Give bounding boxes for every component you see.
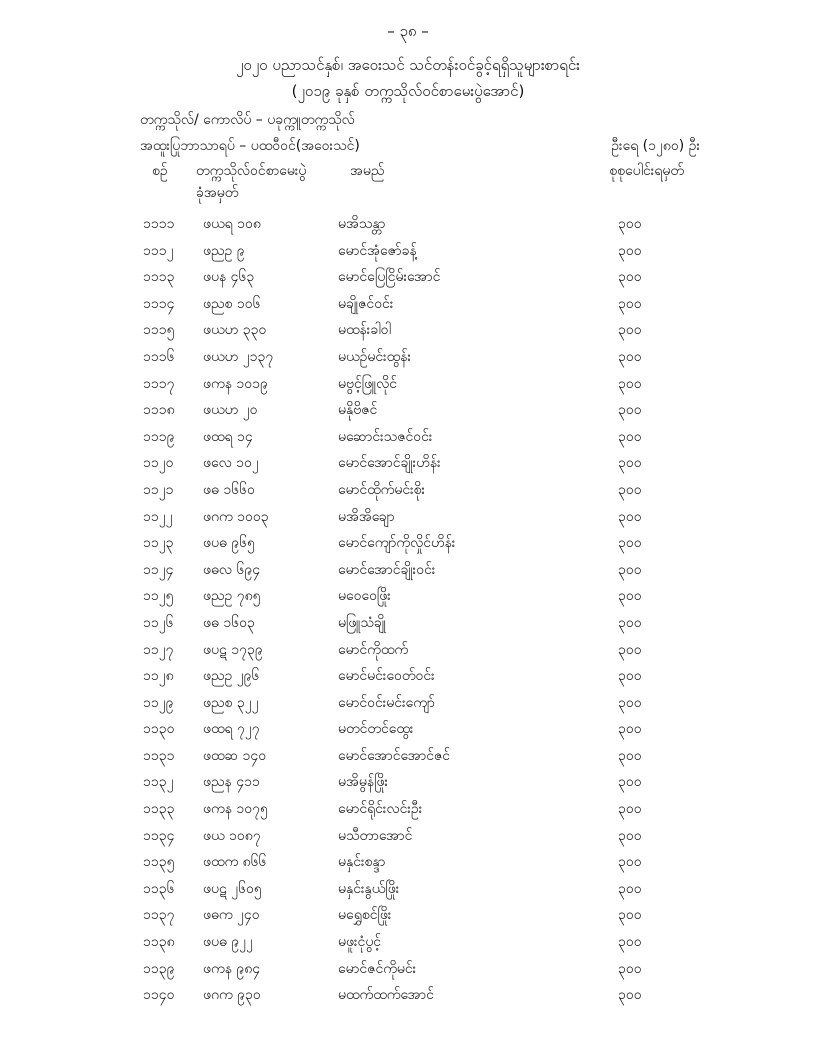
student-name-cell: မထက်ထက်အောင်	[338, 987, 434, 1004]
total-marks-cell: ၃၀၀	[618, 348, 642, 365]
student-name-cell: မောင်အောင်အောင်ဇင်	[338, 747, 451, 764]
total-marks-cell: ၃၀၀	[618, 322, 642, 339]
serial-number-cell: ၁၁၁၉	[143, 428, 175, 445]
total-marks-cell: ၃၀၀	[618, 774, 642, 791]
table-row	[0, 263, 816, 290]
roll-number-cell: ဖပဓ ၉၆၅	[203, 535, 255, 552]
serial-number-cell: ၁၁၂၂	[143, 508, 173, 525]
roll-number-cell: ဖဓလ ၆၉၄	[203, 561, 261, 578]
roll-number-cell: ဖကန ၁၀၇၅	[203, 801, 268, 818]
serial-number-cell: ၁၁၃၉	[143, 960, 175, 977]
serial-number-cell: ၁၁၃၄	[143, 827, 175, 844]
student-name-cell: မဖူးငုံပွင့်	[338, 934, 382, 951]
roll-number-cell: ဖဓ ၁၆၀၃	[203, 614, 255, 631]
student-name-cell: မထန်းခါဝါ	[338, 322, 391, 339]
total-marks-cell: ၃၀၀	[618, 295, 642, 312]
student-name-cell: မောင်ဝင်းမင်းကျော်	[338, 694, 435, 711]
student-name-cell: မရွှေစင်ဖြိုး	[338, 907, 392, 924]
student-name-cell: မောင်ဇင်ကိုမင်း	[338, 960, 417, 977]
serial-number-cell: ၁၁၃၁	[143, 747, 175, 764]
student-name-cell: မောင်အောင်ချိုးဝင်း	[338, 561, 436, 578]
total-marks-cell: ၃၀၀	[618, 721, 642, 738]
column-header-roll-number: တက္ကသိုလ်ဝင်စာမေးပွဲ ခုံအမှတ်	[196, 163, 307, 201]
total-marks-cell: ၃၀၀	[618, 987, 642, 1004]
serial-number-cell: ၁၁၃၀	[143, 721, 175, 738]
student-name-cell: မဗွင့်ဖြူလိုင်	[338, 375, 398, 392]
serial-number-cell: ၁၁၁၃	[143, 269, 175, 286]
serial-number-cell: ၁၁၂၁	[143, 481, 174, 498]
column-header-serial: စဉ်	[152, 163, 168, 179]
student-name-cell: မနိုဗိဇင်	[338, 402, 378, 419]
total-marks-cell: ၃၀၀	[618, 242, 642, 259]
serial-number-cell: ၁၁၂၃	[143, 535, 174, 552]
serial-number-cell: ၁၁၂၆	[143, 614, 174, 631]
total-marks-cell: ၃၀၀	[618, 827, 642, 844]
total-marks-cell: ၃၀၀	[618, 588, 642, 605]
student-name-cell: မောင်မင်းဝေတ်ဝင်း	[338, 668, 435, 685]
roll-number-cell: ဖဓက ၂၄၀	[203, 907, 260, 924]
table-row	[0, 237, 816, 264]
serial-number-cell: ၁၁၁၁	[143, 216, 175, 232]
student-list	[0, 210, 816, 1008]
total-marks-cell: ၃၀၀	[618, 668, 642, 685]
total-marks-cell: ၃၀၀	[618, 907, 642, 924]
total-marks-cell: ၃၀၀	[618, 561, 642, 578]
total-marks-cell: ၃၀၀	[618, 216, 642, 232]
roll-number-cell: ဖယ ၁၀၈၇	[203, 827, 261, 844]
total-marks-cell: ၃၀၀	[618, 375, 642, 392]
total-marks-cell: ၃၀၀	[618, 747, 642, 764]
roll-number-cell: ဖထဆ ၁၄၀	[203, 747, 267, 764]
serial-number-cell: ၁၁၂၈	[143, 668, 174, 685]
roll-number-cell: ဖညစ ၃၂၂	[203, 694, 259, 711]
student-name-cell: မအိသန္တာ	[338, 216, 386, 232]
document-subtitle: (၂၀၁၉ ခုနှစ် တက္ကသိုလ်ဝင်စာမေးပွဲအောင်)	[291, 82, 525, 100]
major-label: အထူးပြုဘာသာရပ် – ပထဝီဝင်(အဝေးသင်)	[140, 138, 360, 154]
total-marks-cell: ၃၀၀	[618, 934, 642, 951]
roll-number-cell: ဖယဟ ၃၃၀	[203, 322, 267, 339]
serial-number-cell: ၁၁၁၄	[143, 295, 175, 312]
student-name-cell: မယဉ်မင်းထွန်း	[338, 348, 412, 365]
total-marks-cell: ၃၀၀	[618, 508, 642, 525]
student-name-cell: မတင်တင်ထွေး	[338, 721, 414, 738]
total-marks-cell: ၃၀၀	[618, 880, 642, 897]
total-marks-cell: ၃၀၀	[618, 694, 642, 711]
roll-number-cell: ဖလေ ၁၀၂	[203, 455, 259, 472]
total-count-label: ဦးရေ (၁၂၈၀) ဦး	[611, 138, 700, 154]
serial-number-cell: ၁၁၁၈	[143, 402, 175, 419]
serial-number-cell: ၁၁၃၇	[143, 907, 175, 924]
table-row	[0, 316, 816, 343]
student-name-cell: မအိမွန်ဖြိုး	[338, 774, 388, 791]
student-name-cell: မသီတာအောင်	[338, 827, 413, 844]
serial-number-cell: ၁၁၁၂	[143, 242, 174, 259]
serial-number-cell: ၁၁၃၃	[143, 801, 175, 818]
table-row	[0, 556, 816, 583]
serial-number-cell: ၁၁၃၂	[143, 774, 174, 791]
serial-number-cell: ၁၁၁၆	[143, 348, 175, 365]
table-row	[0, 689, 816, 716]
column-header-name: အမည်	[350, 163, 385, 179]
document-title: ၂၀၂၀ ပညာသင်နှစ်၊ အဝေးသင် သင်တန်းဝင်ခွင့်ရရှိသူများစာရင်း	[236, 56, 580, 74]
table-row	[0, 396, 816, 423]
roll-number-cell: ဖညဥ ၂၉၆	[203, 668, 260, 685]
roll-number-cell: ဖပန ၄၆၃	[203, 269, 255, 286]
table-row	[0, 636, 816, 663]
total-marks-cell: ၃၀၀	[618, 402, 642, 419]
student-name-cell: မဆောင်းသဇင်ဝင်း	[338, 428, 433, 445]
table-row	[0, 476, 816, 503]
page-number: – ၃၈ –	[387, 22, 429, 40]
student-name-cell: မောင်ပြေငြိမ်းအောင်	[338, 269, 441, 286]
roll-number-cell: ဖထက ၈၆၆	[203, 854, 267, 871]
serial-number-cell: ၁၁၁၅	[143, 322, 175, 339]
serial-number-cell: ၁၁၂၄	[143, 561, 174, 578]
serial-number-cell: ၁၁၂၇	[143, 641, 174, 658]
total-marks-cell: ၃၀၀	[618, 535, 642, 552]
roll-number-cell: ဖညဥ ၉	[203, 242, 245, 259]
serial-number-cell: ၁၁၃၅	[143, 854, 175, 871]
roll-number-cell: ဖယဟ ၂၁၃၇	[203, 348, 274, 365]
table-row	[0, 822, 816, 849]
total-marks-cell: ၃၀၀	[618, 801, 642, 818]
table-row	[0, 343, 816, 370]
university-label: တက္ကသိုလ်/ ကောလိပ် – ပခုက္ကူတက္ကသိုလ်	[140, 112, 355, 128]
student-name-cell: မောင်အုံဇော်ခန့်	[338, 242, 417, 259]
table-row	[0, 768, 816, 795]
serial-number-cell: ၁၁၃၈	[143, 934, 175, 951]
roll-number-cell: ဖကန ၉၈၄	[203, 960, 261, 977]
table-row	[0, 582, 816, 609]
student-name-cell: မောင်ထိုက်မင်းစိုး	[338, 481, 426, 498]
roll-number-cell: ဖယရ ၁၀၈	[203, 216, 261, 232]
roll-number-cell: ဖပဋ ၂၆၀၅	[203, 880, 262, 897]
serial-number-cell: ၁၁၃၆	[143, 880, 175, 897]
serial-number-cell: ၁၁၂၅	[143, 588, 174, 605]
table-row	[0, 715, 816, 742]
total-marks-cell: ၃၀၀	[618, 428, 642, 445]
total-marks-cell: ၃၀၀	[618, 269, 642, 286]
serial-number-cell: ၁၁၄၀	[143, 987, 175, 1004]
total-marks-cell: ၃၀၀	[618, 960, 642, 977]
roll-number-cell: ဖညန ၄၁၁	[203, 774, 260, 791]
total-marks-cell: ၃၀၀	[618, 455, 642, 472]
total-marks-cell: ၃၀၀	[618, 481, 642, 498]
student-name-cell: မနှင်းနွယ်ဖြိုး	[338, 880, 400, 897]
table-row	[0, 423, 816, 450]
roll-number-cell: ဖပဋ ၁၇၃၉	[203, 641, 263, 658]
roll-number-cell: ဖပဓ ၉၂၂	[203, 934, 253, 951]
table-row	[0, 928, 816, 955]
total-marks-cell: ၃၀၀	[618, 614, 642, 631]
total-marks-cell: ၃၀၀	[618, 641, 642, 658]
table-row	[0, 795, 816, 822]
student-name-cell: မောင်ရိုင်းလင်းဦး	[338, 801, 423, 818]
column-header-total-marks: စုစုပေါင်းရမှတ်	[609, 163, 684, 179]
roll-number-cell: ဖဂက ၉၃၀	[203, 987, 261, 1004]
table-row	[0, 290, 816, 317]
student-name-cell: မဖြူသံချို	[338, 614, 387, 631]
serial-number-cell: ၁၁၂၀	[143, 455, 174, 472]
roll-number-cell: ဖညစ ၁၀၆	[203, 295, 261, 312]
table-row	[0, 955, 816, 982]
roll-number-cell: ဖယဟ ၂၀	[203, 402, 258, 419]
roll-number-cell: ဖထရ ၁၄	[203, 428, 253, 445]
table-row	[0, 981, 816, 1008]
student-name-cell: မောင်ကျော်ကိုလှိုင်ဟိန်း	[338, 535, 456, 552]
roll-number-cell: ဖညဥ ၇၈၅	[203, 588, 261, 605]
serial-number-cell: ၁၁၁၇	[143, 375, 175, 392]
roll-number-cell: ဖကန ၁၀၁၉	[203, 375, 268, 392]
roll-number-cell: ဖဂက ၁၀၀၃	[203, 508, 269, 525]
table-row	[0, 901, 816, 928]
student-name-cell: မောင်ကိုထက်	[338, 641, 409, 658]
total-marks-cell: ၃၀၀	[618, 854, 642, 871]
table-row	[0, 503, 816, 530]
student-name-cell: မဝေဝေဖြိုး	[338, 588, 391, 605]
student-name-cell: မချိုဇင်ဝင်း	[338, 295, 394, 312]
table-row	[0, 742, 816, 769]
table-row	[0, 609, 816, 636]
table-row	[0, 529, 816, 556]
table-row	[0, 449, 816, 476]
table-row	[0, 662, 816, 689]
student-name-cell: မအိအိချော	[338, 508, 395, 525]
serial-number-cell: ၁၁၂၉	[143, 694, 174, 711]
roll-number-cell: ဖဓ ၁၆၆၀	[203, 481, 255, 498]
roll-number-cell: ဖထရ ၇၂၇	[203, 721, 260, 738]
table-row	[0, 848, 816, 875]
table-row	[0, 875, 816, 902]
student-name-cell: မောင်အောင်ချိုးဟိန်း	[338, 455, 441, 472]
table-row	[0, 210, 816, 237]
table-row	[0, 370, 816, 397]
student-name-cell: မနှင်းစန္ဒာ	[338, 854, 386, 871]
